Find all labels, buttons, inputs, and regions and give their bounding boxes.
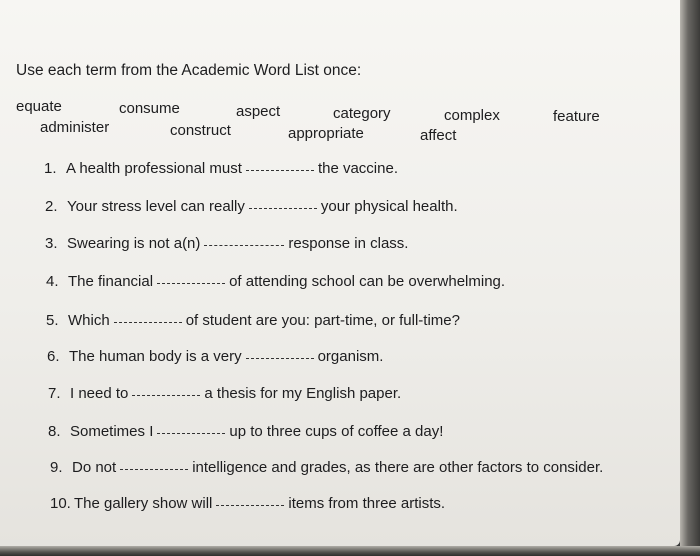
question-7: 7. I need to a thesis for my English paper. [48,385,402,402]
word-administer: administer [40,119,110,136]
page-edge-shadow [680,0,700,556]
question-8: 8. Sometimes I up to three cups of coffee a day! [48,423,444,440]
word-affect: affect [420,127,457,144]
question-6: 6. The human body is a very organism. [47,348,384,365]
answer-blank [246,357,314,359]
word-equate: equate [16,98,62,115]
answer-blank [114,321,182,323]
word-complex: complex [444,107,500,124]
question-1: 1. A health professional must the vaccine. [44,160,398,177]
word-category: category [333,105,391,122]
answer-blank [157,282,225,284]
answer-blank [120,468,188,470]
answer-blank [157,432,225,434]
answer-blank [249,207,317,209]
question-2: 2. Your stress level can really your physical health. [45,198,458,215]
answer-blank [132,394,200,396]
question-10: 10. The gallery show will items from three artists. [50,495,446,512]
answer-blank [216,504,284,506]
word-feature: feature [553,108,600,125]
answer-blank [246,169,314,171]
question-5: 5. Which of student are you: part-time, or full-time? [46,312,460,329]
page-bottom-shadow [0,546,700,556]
word-construct: construct [170,122,231,139]
answer-blank [204,244,284,246]
question-4: 4. The financial of attending school can be overwhelming. [46,273,506,290]
word-appropriate: appropriate [288,125,364,142]
question-3: 3. Swearing is not a(n) response in class. [45,235,409,252]
instruction-text: Use each term from the Academic Word List once: [16,62,362,79]
question-9: 9. Do not intelligence and grades, as there are other factors to consider. [50,459,604,476]
word-consume: consume [119,100,180,117]
word-aspect: aspect [236,103,281,120]
